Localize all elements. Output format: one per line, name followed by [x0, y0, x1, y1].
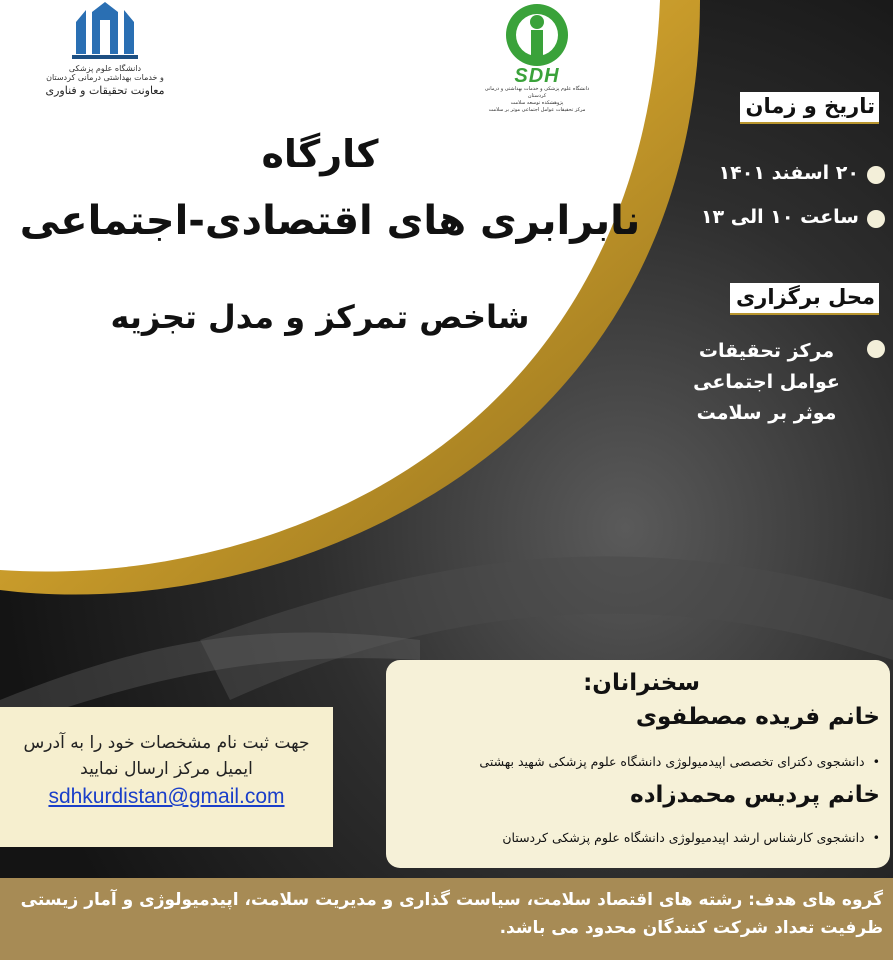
registration-email-link[interactable]: sdhkurdistan@gmail.com [48, 785, 285, 808]
logo-text-2: و خدمات بهداشتی درمانی کردستان [46, 73, 164, 82]
bullet-icon: • [872, 830, 880, 845]
schedule-time: ساعت ۱۰ الی ۱۳ [700, 206, 859, 228]
footer-target-groups: گروه های هدف: رشته های اقتصاد سلامت، سیاست گذاری و مدیریت سلامت، اپیدمیولوژی و آمار زیستی [20, 890, 883, 910]
logo-text-3: معاونت تحقیقات و فناوری [45, 84, 165, 97]
speaker-1-desc-item [479, 754, 880, 769]
speaker-2-desc-item [502, 830, 880, 845]
footer-bar [0, 878, 893, 960]
schedule-date-item [719, 162, 885, 184]
sdh-logo [478, 0, 596, 120]
schedule-time-item [701, 206, 885, 228]
schedule-date: ۲۰ اسفند ۱۴۰۱ [718, 162, 859, 184]
logo-text-1: دانشگاه علوم پزشکی [68, 64, 142, 73]
title-sub: شاخص تمرکز و مدل تجزیه [110, 298, 530, 336]
sdh-text-1: دانشگاه علوم پزشکی و خدمات بهداشتی و درمانی کردستان [484, 86, 590, 99]
speaker-2-name: خانم پردیس محمدزاده [630, 782, 880, 808]
speakers-panel [386, 660, 890, 868]
bullet-icon [867, 340, 885, 358]
venue-item [670, 336, 885, 429]
bullet-icon [867, 166, 885, 184]
venue-place: مرکز تحقیقات عوامل اجتماعی موثر بر سلامت [693, 340, 840, 424]
university-logo [40, 2, 170, 127]
speaker-2-desc: دانشجوی کارشناس ارشد اپیدمیولوژی دانشگاه علوم پزشکی کردستان [502, 830, 865, 845]
sdh-text-2: پژوهشکده توسعه سلامت [510, 100, 564, 106]
bullet-icon [867, 210, 885, 228]
registration-box [0, 707, 333, 847]
university-emblem-icon [70, 2, 140, 62]
bullet-icon: • [872, 754, 880, 769]
speakers-heading: سخنرانان: [583, 670, 700, 696]
speaker-1-desc: دانشجوی دکترای تخصصی اپیدمیولوژی دانشگاه علوم پزشکی شهید بهشتی [479, 754, 865, 769]
title-main: نابرابری های اقتصادی-اجتماعی [19, 198, 641, 244]
sdh-text-3: مرکز تحقیقات عوامل اجتماعی موثر بر سلامت [488, 107, 586, 113]
sdh-figure-icon [502, 0, 572, 66]
schedule-heading: تاریخ و زمان [740, 92, 879, 124]
title-workshop: کارگاه [261, 132, 379, 176]
footer-capacity: ظرفیت تعداد شرکت کنندگان محدود می باشد. [499, 918, 883, 938]
sdh-mark: SDH [514, 65, 560, 87]
venue-heading: محل برگزاری [730, 283, 879, 315]
registration-line-2: ایمیل مرکز ارسال نمایید [80, 759, 253, 779]
speaker-1-name: خانم فریده مصطفوی [635, 704, 880, 730]
registration-line-1: جهت ثبت نام مشخصات خود را به آدرس [23, 733, 310, 753]
